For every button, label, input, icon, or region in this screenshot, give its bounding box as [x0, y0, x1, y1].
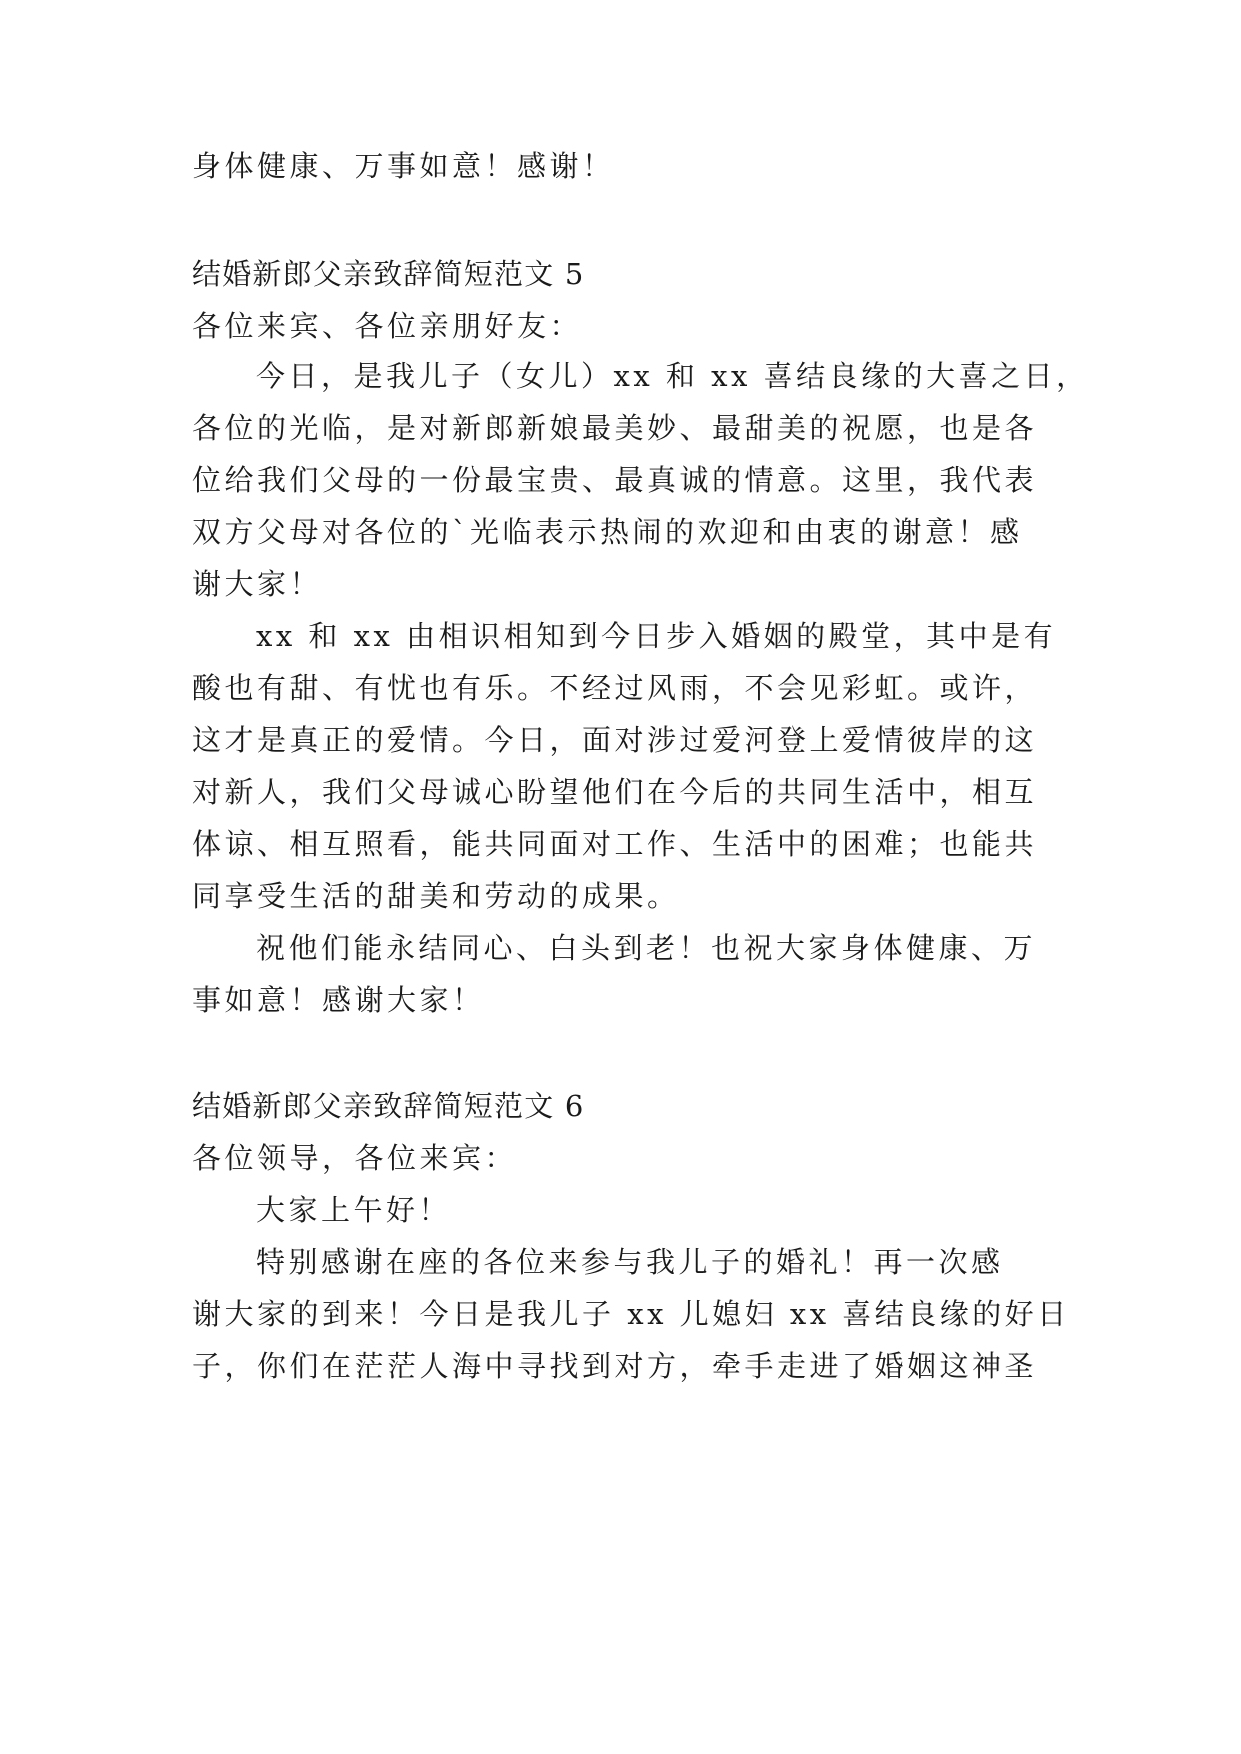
opening-line: 身体健康、万事如意！感谢！	[192, 149, 615, 183]
section-6-paragraph-1-line-1: 特别感谢在座的各位来参与我儿子的婚礼！再一次感	[256, 1245, 1004, 1279]
section-5-paragraph-2-line-4: 对新人，我们父母诚心盼望他们在今后的共同生活中，相互	[192, 775, 1038, 809]
section-6-greeting: 大家上午好！	[256, 1193, 452, 1227]
section-5-salutation: 各位来宾、各位亲朋好友：	[192, 309, 583, 343]
section-5-paragraph-3-line-2: 事如意！感谢大家！	[192, 983, 485, 1017]
section-5-paragraph-2-line-2: 酸也有甜、有忧也有乐。不经过风雨，不会见彩虹。或许，	[192, 671, 1038, 705]
section-6-salutation: 各位领导，各位来宾：	[192, 1141, 518, 1175]
section-6-paragraph-1-line-3: 子，你们在茫茫人海中寻找到对方，牵手走进了婚姻这神圣	[192, 1349, 1038, 1383]
section-5-paragraph-1-line-4: 双方父母对各位的`光临表示热闹的欢迎和由衷的谢意！感	[192, 515, 1023, 549]
section-5-title: 结婚新郎父亲致辞简短范文 5	[192, 257, 585, 291]
section-5-paragraph-2-line-5: 体谅、相互照看，能共同面对工作、生活中的困难；也能共	[192, 827, 1038, 861]
section-5-paragraph-1-line-1: 今日，是我儿子（女儿）xx 和 xx 喜结良缘的大喜之日，	[256, 359, 1089, 393]
section-5-paragraph-2-line-1: xx 和 xx 由相识相知到今日步入婚姻的殿堂，其中是有	[256, 619, 1057, 653]
section-6-paragraph-1-line-2: 谢大家的到来！今日是我儿子 xx 儿媳妇 xx 喜结良缘的好日	[192, 1297, 1070, 1331]
section-6-title: 结婚新郎父亲致辞简短范文 6	[192, 1089, 585, 1123]
section-5-paragraph-1-line-3: 位给我们父母的一份最宝贵、最真诚的情意。这里，我代表	[192, 463, 1038, 497]
section-5-paragraph-2-line-3: 这才是真正的爱情。今日，面对涉过爱河登上爱情彼岸的这	[192, 723, 1038, 757]
section-5-paragraph-1-line-5: 谢大家！	[192, 567, 323, 601]
section-5-paragraph-3-line-1: 祝他们能永结同心、白头到老！也祝大家身体健康、万	[256, 931, 1037, 965]
section-5-paragraph-1-line-2: 各位的光临，是对新郎新娘最美妙、最甜美的祝愿，也是各	[192, 411, 1038, 445]
section-5-paragraph-2-line-6: 同享受生活的甜美和劳动的成果。	[192, 879, 680, 913]
